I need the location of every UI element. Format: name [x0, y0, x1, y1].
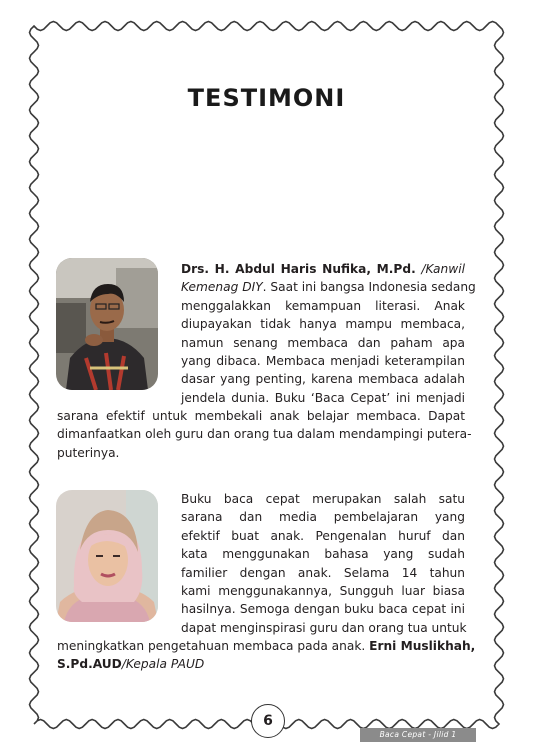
book-footer-label: Baca Cepat - Jilid 1	[360, 728, 476, 742]
text-line	[57, 655, 465, 673]
text-line	[181, 260, 465, 278]
page-title: TESTIMONI	[187, 84, 346, 112]
text-line: diupayakan tidak hanya mampu membaca,	[181, 317, 465, 332]
text-line: efektif buat anak. Pengenalan huruf dan	[181, 528, 465, 543]
text-line: hasilnya. Semoga dengan buku baca cepat ini	[181, 602, 465, 617]
text-line	[57, 637, 476, 655]
text-line: sarana dan media pembelajaran yang	[181, 510, 465, 525]
text-line: kami menggunakannya, Sungguh luar biasa	[181, 584, 465, 599]
testimonial-2-body-full-width	[57, 637, 476, 674]
text-line: puterinya.	[57, 445, 120, 460]
text-segment: .	[411, 262, 422, 276]
text-line: sarana efektif untuk membekali anak belajar membaca. Dapat	[57, 409, 465, 423]
text-line: familier dengan anak. Selama 14 tahun	[181, 565, 465, 580]
page-number: 6	[251, 704, 285, 738]
text-segment: Drs. H. Abdul Haris Nufika, M.Pd	[181, 262, 412, 276]
text-segment: Erni Muslikhah,	[369, 639, 476, 653]
text-line: namun senang membaca dan paham apa	[181, 335, 465, 350]
text-segment: /Kepala PAUD	[121, 657, 205, 672]
text-line: dimanfaatkan oleh guru dan orang tua dalam mendampingi putera-	[57, 427, 472, 442]
text-line: Buku baca cepat merupakan salah satu	[181, 492, 465, 506]
text-line: dasar yang penting, karena membaca adalah	[181, 372, 465, 387]
text-segment: /Kanwil	[421, 262, 465, 276]
testimonial-1-body-full-width	[57, 407, 472, 462]
text-segment: Kemenag DIY	[181, 280, 263, 295]
man-portrait-photo	[56, 258, 158, 390]
testimonial-2-body	[181, 490, 465, 637]
text-line: dapat menginspirasi guru dan orang tua untuk	[181, 620, 467, 635]
woman-hijab-portrait-photo	[56, 490, 158, 622]
text-line: menggalakkan kemampuan literasi. Anak	[181, 298, 465, 313]
testimonial-1-body	[181, 260, 476, 407]
text-line: jendela dunia. Buku ‘Baca Cepat’ ini menjadi	[181, 390, 465, 405]
text-segment: meningkatkan pengetahuan membaca pada anak.	[57, 639, 370, 653]
text-line	[181, 278, 476, 296]
text-line: yang dibaca. Membaca menjadi keterampilan	[181, 354, 465, 369]
text-segment: . Saat ini bangsa Indonesia sedang	[262, 280, 476, 295]
text-line: kata menggunakan bahasa yang sudah	[181, 547, 465, 562]
text-segment: S.Pd.AUD	[57, 657, 122, 672]
